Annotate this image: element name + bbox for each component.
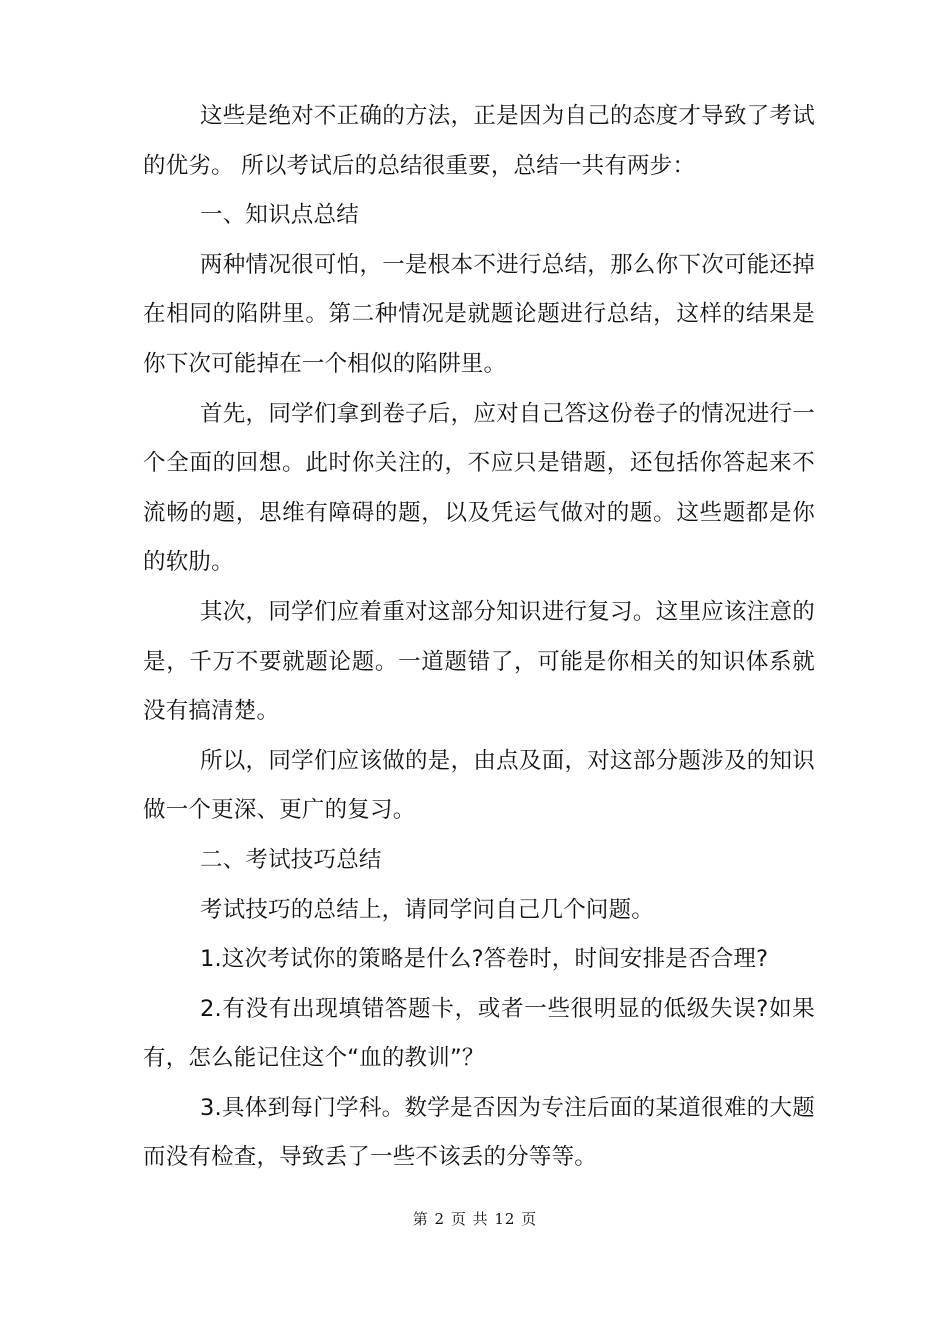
paragraph-1: 这些是绝对不正确的方法，正是因为自己的态度才导致了考试的优劣。 所以考试后的总结很重要，总结一共有两步： [143,103,815,179]
section-heading-2: 二、考试技巧总结 [200,846,382,873]
document-body [143,92,815,1183]
question-2: 2.有没有出现填错答题卡，或者一些很明显的低级失误?如果有，怎么能记住这个“血的教训”？ [143,995,815,1072]
paragraph-4: 其次，同学们应着重对这部分知识进行复习。这里应该注意的是，千万不要就题论题。一道题错了，可能是你相关的知识体系就没有搞清楚。 [143,598,815,725]
page-number-footer: 第 2 页 共 12 页 [412,1210,538,1228]
paragraph-2: 两种情况很可怕，一是根本不进行总结，那么你下次可能还掉在相同的陷阱里。第二种情况是就题论题进行总结，这样的结果是你下次可能掉在一个相似的陷阱里。 [143,251,815,377]
paragraph-3: 首先，同学们拿到卷子后，应对自己答这份卷子的情况进行一个全面的回想。此时你关注的，不应只是错题，还包括你答起来不流畅的题，思维有障碍的题，以及凭运气做对的题。这些题都是你的软肋。 [143,400,815,576]
section-heading-1: 一、知识点总结 [200,202,359,229]
paragraph-5: 所以，同学们应该做的是，由点及面，对这部分题涉及的知识做一个更深、更广的复习。 [143,747,815,824]
paragraph-6: 考试技巧的总结上，请同学问自己几个问题。 [200,896,655,923]
question-3: 3.具体到每门学科。数学是否因为专注后面的某道很难的大题而没有检查，导致丢了一些不该丢的分等等。 [143,1094,815,1171]
question-1: 1.这次考试你的策略是什么?答卷时，时间安排是否合理? [200,946,769,973]
